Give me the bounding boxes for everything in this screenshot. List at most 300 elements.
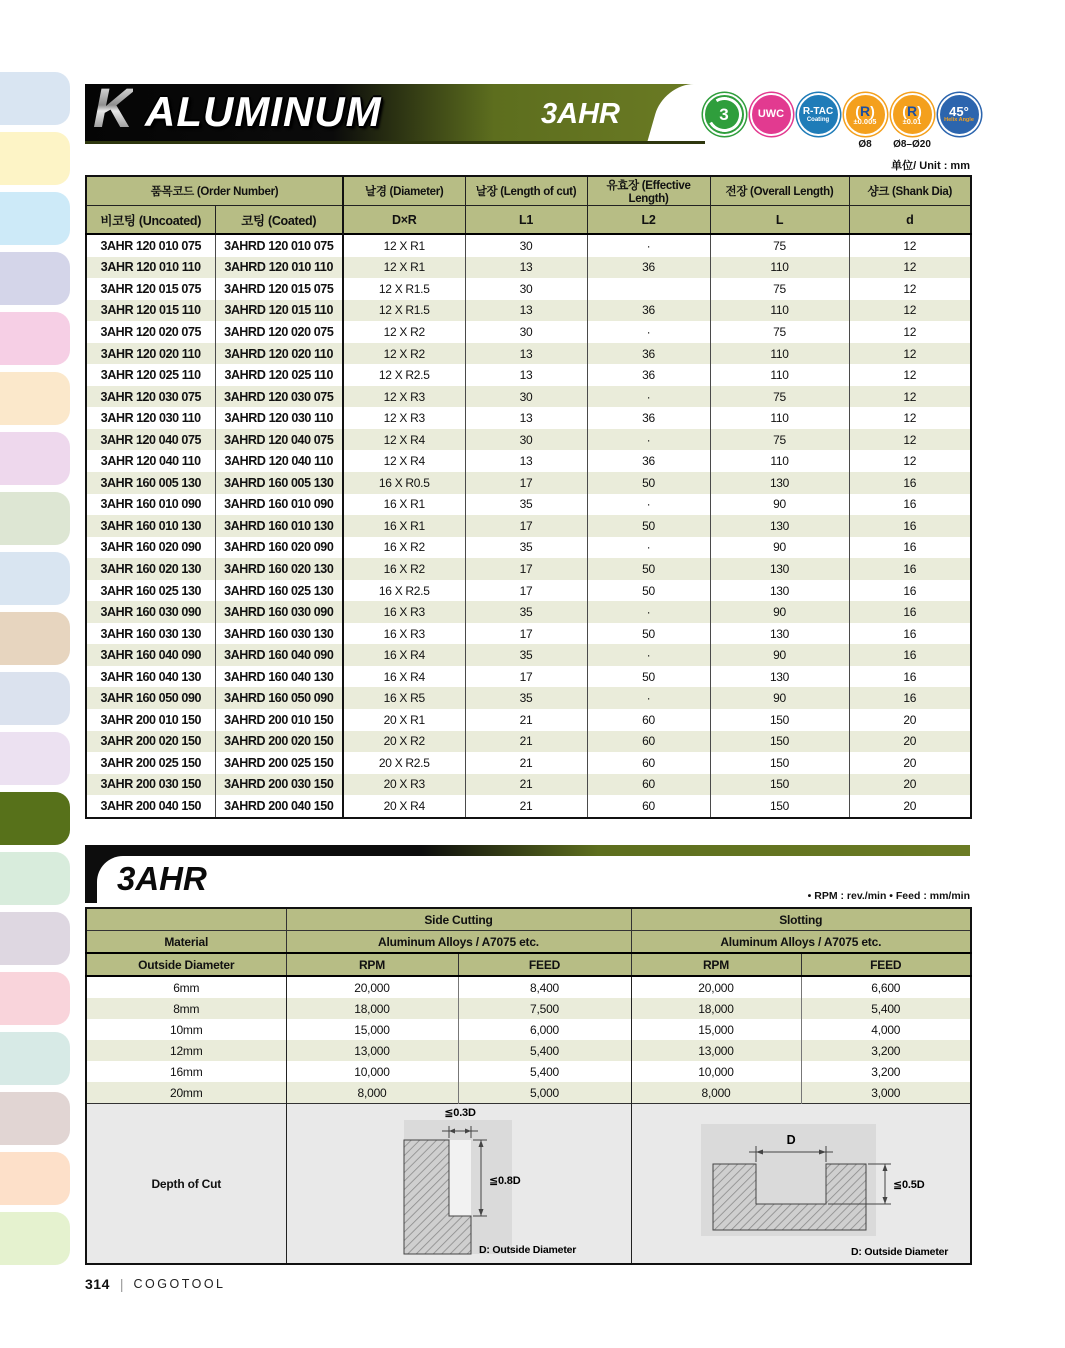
cell-l: 130 [710,472,849,494]
series-k-logo: K [93,84,133,138]
radius-tolerance-0005-icon-range-label: Ø8 [858,139,872,150]
page-title: ALUMINUM [145,88,382,135]
cell-coated: 3AHRD 120 020 075 [215,321,343,343]
cell-coated: 3AHRD 200 030 150 [215,774,343,796]
radius-tolerance-001-icon-range-label: Ø8–Ø20 [893,139,931,150]
order-table-row [86,537,971,559]
cell-coated: 3AHRD 160 040 130 [215,666,343,688]
cell-d: 16 [849,494,971,516]
order-table-row [86,515,971,537]
cell-d: 12 [849,321,971,343]
order-number-table [85,175,972,819]
side-diagram-note: D: Outside Diameter [478,1244,576,1256]
col-header-side-feed: FEED [458,953,631,976]
col-header-length-of-cut: 날장 (Length of cut) [465,176,587,206]
cell-l1: 30 [465,321,587,343]
cell-coated: 3AHRD 120 030 075 [215,386,343,408]
cell-l1: 30 [465,429,587,451]
order-table-row [86,795,971,818]
cell-d: 16 [849,687,971,709]
cell-l: 110 [710,364,849,386]
header-banner [85,84,705,144]
col-header-slot-rpm: RPM [631,953,801,976]
order-table-row [86,644,971,666]
order-table-row [86,450,971,472]
cell-l2: 50 [587,515,710,537]
cell-l: 90 [710,644,849,666]
cell-coated: 3AHRD 160 010 090 [215,494,343,516]
cell-d: 12 [849,257,971,279]
cell-l: 75 [710,234,849,257]
cell-diameter: 20mm [86,1082,286,1104]
cell-l2: · [587,537,710,559]
order-table-row [86,234,971,257]
cell-coated: 3AHRD 160 030 130 [215,623,343,645]
cell-slot_feed: 3,200 [801,1040,971,1061]
col-header-material: Material [86,931,286,954]
cutting-table-row [86,1019,971,1040]
section-tab [0,912,70,965]
cell-uncoated: 3AHR 120 020 110 [100,346,201,361]
cell-dxr: 12 X R1 [343,257,465,279]
cell-dxr: 16 X R0.5 [343,472,465,494]
order-table-row [86,580,971,602]
cell-side_rpm: 8,000 [286,1082,458,1104]
cell-uncoated: 3AHR 120 030 110 [100,411,201,426]
cell-uncoated: 3AHR 160 010 090 [100,497,202,512]
cell-dxr: 12 X R4 [343,429,465,451]
cell-dxr: 16 X R2 [343,558,465,580]
cell-l: 150 [710,795,849,818]
cell-dxr: 12 X R2.5 [343,364,465,386]
slot-width-label: D [786,1133,796,1147]
cell-coated: 3AHRD 120 040 075 [215,429,343,451]
cell-l1: 13 [465,407,587,429]
radius-tolerance-0005-icon-text: (R) [855,102,875,119]
radius-tolerance-0005-icon-subtext: ±0.005 [853,116,877,126]
order-table-row [86,774,971,796]
cell-d: 12 [849,364,971,386]
cell-l: 110 [710,300,849,322]
cell-l2: 50 [587,623,710,645]
cell-l2: 36 [587,407,710,429]
section-tab [0,372,70,425]
page-number: 314 [85,1276,110,1292]
cell-dxr: 12 X R4 [343,450,465,472]
cell-l1: 30 [465,278,587,300]
brand-name: COGOTOOL [133,1277,226,1291]
side-cutting-diagram [309,1106,609,1261]
cell-d: 12 [849,234,971,257]
section-tab [0,432,70,485]
cell-slot_feed: 6,600 [801,976,971,998]
cell-uncoated: 3AHR 200 030 150 [100,777,202,792]
cell-l1: 21 [465,709,587,731]
cell-l1: 17 [465,623,587,645]
slot-diagram-note: D: Outside Diameter [850,1246,948,1258]
cell-slot_feed: 5,400 [801,998,971,1019]
cell-uncoated: 3AHR 160 050 090 [100,691,202,706]
cell-d: 16 [849,623,971,645]
order-table-row [86,558,971,580]
radius-tolerance-001-icon [889,93,935,150]
side-width-label: ≦0.3D [443,1107,476,1119]
cell-dxr: 16 X R5 [343,687,465,709]
cell-d: 12 [849,300,971,322]
cell-d: 12 [849,450,971,472]
col-header-slot-feed: FEED [801,953,971,976]
cell-l: 150 [710,709,849,731]
helix-angle-45-icon [936,93,982,150]
cell-l1: 13 [465,257,587,279]
cell-l2: 60 [587,731,710,753]
cell-l1: 35 [465,644,587,666]
cell-slot_rpm: 13,000 [631,1040,801,1061]
cell-l1: 21 [465,752,587,774]
cell-d: 16 [849,580,971,602]
cell-dxr: 16 X R4 [343,666,465,688]
col-header-order-number: 품목코드 (Order Number) [86,176,343,206]
cell-side_feed: 5,400 [458,1040,631,1061]
cell-l: 110 [710,450,849,472]
section-tab [0,492,70,545]
cell-side_rpm: 13,000 [286,1040,458,1061]
helix-angle-45-icon-subtext: Helix Angle [944,117,974,124]
cell-uncoated: 3AHR 200 040 150 [100,798,202,813]
section-tab-sidebar [0,0,70,1348]
cell-l1: 35 [465,494,587,516]
cell-l1: 13 [465,364,587,386]
cell-side_rpm: 20,000 [286,976,458,998]
cell-uncoated: 3AHR 160 005 130 [100,475,202,490]
cell-coated: 3AHRD 120 010 110 [215,257,343,279]
cell-l: 75 [710,429,849,451]
col-header-coated: 코팅 (Coated) [215,206,343,235]
cell-l2: · [587,429,710,451]
cell-uncoated: 3AHR 120 015 110 [100,303,201,318]
footer-divider: | [119,1276,124,1292]
active-section-tab [0,792,70,845]
cell-uncoated: 3AHR 120 040 110 [100,454,201,469]
cell-coated: 3AHRD 160 005 130 [215,472,343,494]
order-table-row [86,257,971,279]
cell-l1: 17 [465,580,587,602]
cell-uncoated: 3AHR 160 030 090 [100,605,202,620]
cell-dxr: 20 X R4 [343,795,465,818]
col-header-outside-diameter: Outside Diameter [86,953,286,976]
cell-dxr: 20 X R3 [343,774,465,796]
order-table-row [86,687,971,709]
cell-coated: 3AHRD 200 025 150 [215,752,343,774]
cell-uncoated: 3AHR 160 010 130 [100,518,202,533]
order-table-row [86,494,971,516]
order-table-row [86,601,971,623]
cutting-conditions-table [85,907,972,1265]
cell-uncoated: 3AHR 160 020 130 [100,561,202,576]
cell-side_rpm: 10,000 [286,1061,458,1082]
section-tab [0,252,70,305]
col-header-uncoated: 비코팅 (Uncoated) [86,206,215,235]
order-table-row [86,709,971,731]
cell-l2: · [587,386,710,408]
radius-tolerance-001-icon-text: (R) [902,102,922,119]
rtac-coating-icon [795,93,841,150]
cell-l: 75 [710,278,849,300]
order-table-row [86,623,971,645]
cell-d: 12 [849,386,971,408]
cell-slot_feed: 3,200 [801,1061,971,1082]
cell-d: 16 [849,472,971,494]
section-tab [0,612,70,665]
cell-coated: 3AHRD 160 030 090 [215,601,343,623]
cell-dxr: 16 X R4 [343,644,465,666]
cell-l1: 35 [465,601,587,623]
cell-l: 110 [710,257,849,279]
col-header-dxr: D×R [343,206,465,235]
cell-dxr: 16 X R1 [343,515,465,537]
cell-uncoated: 3AHR 120 025 110 [100,368,201,383]
cell-coated: 3AHRD 160 025 130 [215,580,343,602]
section-tab [0,1032,70,1085]
cell-uncoated: 3AHR 120 020 075 [100,324,202,339]
cell-diameter: 8mm [86,998,286,1019]
cutting-table-row [86,1061,971,1082]
section-tab [0,672,70,725]
order-table-row [86,364,971,386]
rpm-feed-note: • RPM : rev./min • Feed : mm/min [807,890,970,902]
cell-coated: 3AHRD 160 020 130 [215,558,343,580]
cell-l1: 17 [465,472,587,494]
cell-d: 16 [849,666,971,688]
cell-slot_rpm: 10,000 [631,1061,801,1082]
cell-dxr: 12 X R1.5 [343,278,465,300]
cell-coated: 3AHRD 120 015 075 [215,278,343,300]
page-footer [85,1276,226,1292]
cell-uncoated: 3AHR 120 010 110 [100,260,201,275]
cell-l2: · [587,601,710,623]
cell-uncoated: 3AHR 160 040 130 [100,669,202,684]
cell-coated: 3AHRD 120 010 075 [215,234,343,257]
cell-l: 130 [710,580,849,602]
material-side-cutting: Aluminum Alloys / A7075 etc. [286,931,631,954]
order-table-row [86,278,971,300]
cell-l1: 21 [465,774,587,796]
cell-d: 20 [849,752,971,774]
cutting-table-row [86,1040,971,1061]
cell-d: 20 [849,774,971,796]
cell-side_feed: 5,000 [458,1082,631,1104]
cell-d: 12 [849,343,971,365]
cell-coated: 3AHRD 120 020 110 [215,343,343,365]
cell-l2 [587,278,710,300]
order-table-row [86,731,971,753]
section-title: 3AHR [117,860,207,897]
order-table-row [86,321,971,343]
col-header-l1: L1 [465,206,587,235]
cell-l1: 17 [465,558,587,580]
section-tab [0,732,70,785]
cell-coated: 3AHRD 120 015 110 [215,300,343,322]
section-tab [0,1092,70,1145]
depth-of-cut-row [86,1104,971,1265]
cell-l: 130 [710,666,849,688]
cell-dxr: 16 X R3 [343,601,465,623]
cell-l1: 21 [465,731,587,753]
cell-side_rpm: 15,000 [286,1019,458,1040]
col-header-side-rpm: RPM [286,953,458,976]
cell-dxr: 16 X R2 [343,537,465,559]
cell-diameter: 12mm [86,1040,286,1061]
radius-tolerance-001-icon-subtext: ±0.01 [902,116,922,126]
cell-uncoated: 3AHR 160 020 090 [100,540,202,555]
cell-l: 150 [710,774,849,796]
order-table-row [86,343,971,365]
radius-tolerance-0005-icon [842,93,888,150]
cell-slot_feed: 4,000 [801,1019,971,1040]
cell-l1: 17 [465,666,587,688]
cell-d: 16 [849,558,971,580]
cell-l2: 36 [587,364,710,386]
cell-l2: 60 [587,774,710,796]
col-header-slotting: Slotting [631,908,971,931]
section-tab [0,312,70,365]
cell-l: 130 [710,515,849,537]
cell-l1: 21 [465,795,587,818]
rtac-coating-icon-text: R-TAC [802,105,834,117]
cell-dxr: 20 X R2 [343,731,465,753]
col-header-shank-dia: 샹크 (Shank Dia) [849,176,971,206]
cell-diameter: 16mm [86,1061,286,1082]
col-header-l2: L2 [587,206,710,235]
cell-uncoated: 3AHR 120 010 075 [100,238,202,253]
cell-l2: 60 [587,709,710,731]
cell-d: 12 [849,429,971,451]
order-table-row [86,666,971,688]
cell-side_feed: 6,000 [458,1019,631,1040]
cell-d: 16 [849,537,971,559]
cell-slot_rpm: 18,000 [631,998,801,1019]
cell-coated: 3AHRD 160 050 090 [215,687,343,709]
slot-depth-label: ≦0.5D [892,1179,925,1191]
cell-coated: 3AHRD 160 010 130 [215,515,343,537]
section-tab [0,132,70,185]
cell-l2: 36 [587,300,710,322]
depth-of-cut-label: Depth of Cut [86,1104,286,1265]
cell-l2: 60 [587,752,710,774]
cell-uncoated: 3AHR 160 030 130 [100,626,202,641]
cell-dxr: 12 X R1 [343,234,465,257]
section-tab [0,1152,70,1205]
cell-l2: 36 [587,450,710,472]
cell-l2: 50 [587,558,710,580]
unit-note: 单位/ Unit : mm [891,160,970,172]
cell-coated: 3AHRD 200 010 150 [215,709,343,731]
cutting-table-row [86,1082,971,1104]
section-tab [0,552,70,605]
order-table-row [86,472,971,494]
cell-l2: 36 [587,343,710,365]
cell-dxr: 16 X R1 [343,494,465,516]
section-tab [0,852,70,905]
material-slotting: Aluminum Alloys / A7075 etc. [631,931,971,954]
cell-slot_rpm: 15,000 [631,1019,801,1040]
rtac-coating-icon-subtext: Coating [806,116,830,123]
cell-l: 90 [710,537,849,559]
cell-l: 130 [710,623,849,645]
section-tab [0,192,70,245]
cell-l1: 35 [465,537,587,559]
cell-side_feed: 5,400 [458,1061,631,1082]
cell-l2: · [587,644,710,666]
slotting-diagram [651,1106,951,1261]
cell-slot_feed: 3,000 [801,1082,971,1104]
cell-d: 16 [849,601,971,623]
cell-l: 110 [710,407,849,429]
cell-uncoated: 3AHR 120 030 075 [100,389,202,404]
cell-l2: · [587,494,710,516]
cell-dxr: 12 X R3 [343,386,465,408]
section-tab [0,972,70,1025]
cell-uncoated: 3AHR 160 025 130 [100,583,202,598]
helix-angle-45-icon-text: 45° [949,104,969,120]
cell-d: 20 [849,731,971,753]
cell-l2: 60 [587,795,710,818]
cell-l2: 50 [587,472,710,494]
cell-coated: 3AHRD 200 020 150 [215,731,343,753]
cell-d: 20 [849,709,971,731]
cell-l: 150 [710,752,849,774]
order-table-row [86,752,971,774]
cell-l2: 50 [587,666,710,688]
cell-diameter: 6mm [86,976,286,998]
cell-l: 90 [710,687,849,709]
cell-l1: 13 [465,300,587,322]
cell-d: 12 [849,278,971,300]
cell-dxr: 12 X R1.5 [343,300,465,322]
cell-coated: 3AHRD 160 040 090 [215,644,343,666]
col-header-diameter: 날경 (Diameter) [343,176,465,206]
cell-l: 90 [710,601,849,623]
cell-uncoated: 3AHR 120 040 075 [100,432,202,447]
feature-icon-row [701,93,982,150]
cell-coated: 3AHRD 120 040 110 [215,450,343,472]
cell-uncoated: 3AHR 200 010 150 [100,712,202,727]
cell-slot_rpm: 20,000 [631,976,801,998]
cutting-table-row [86,998,971,1019]
cell-coated: 3AHRD 160 020 090 [215,537,343,559]
cell-dxr: 16 X R2.5 [343,580,465,602]
order-table-row [86,407,971,429]
cell-uncoated: 3AHR 200 020 150 [100,734,202,749]
cell-l1: 30 [465,386,587,408]
uwc-icon-text: UWC [757,108,785,120]
cell-uncoated: 3AHR 120 015 075 [100,281,202,296]
cell-side_feed: 7,500 [458,998,631,1019]
order-table-row [86,300,971,322]
cell-coated: 3AHRD 200 040 150 [215,795,343,818]
cell-l: 90 [710,494,849,516]
cell-d: 16 [849,644,971,666]
uwc-icon [748,93,794,150]
cell-l: 150 [710,731,849,753]
cell-l1: 30 [465,234,587,257]
col-header-d: d [849,206,971,235]
order-table-row [86,386,971,408]
cell-l2: · [587,321,710,343]
cell-l1: 17 [465,515,587,537]
cell-l2: 50 [587,580,710,602]
col-header-side-cutting: Side Cutting [286,908,631,931]
